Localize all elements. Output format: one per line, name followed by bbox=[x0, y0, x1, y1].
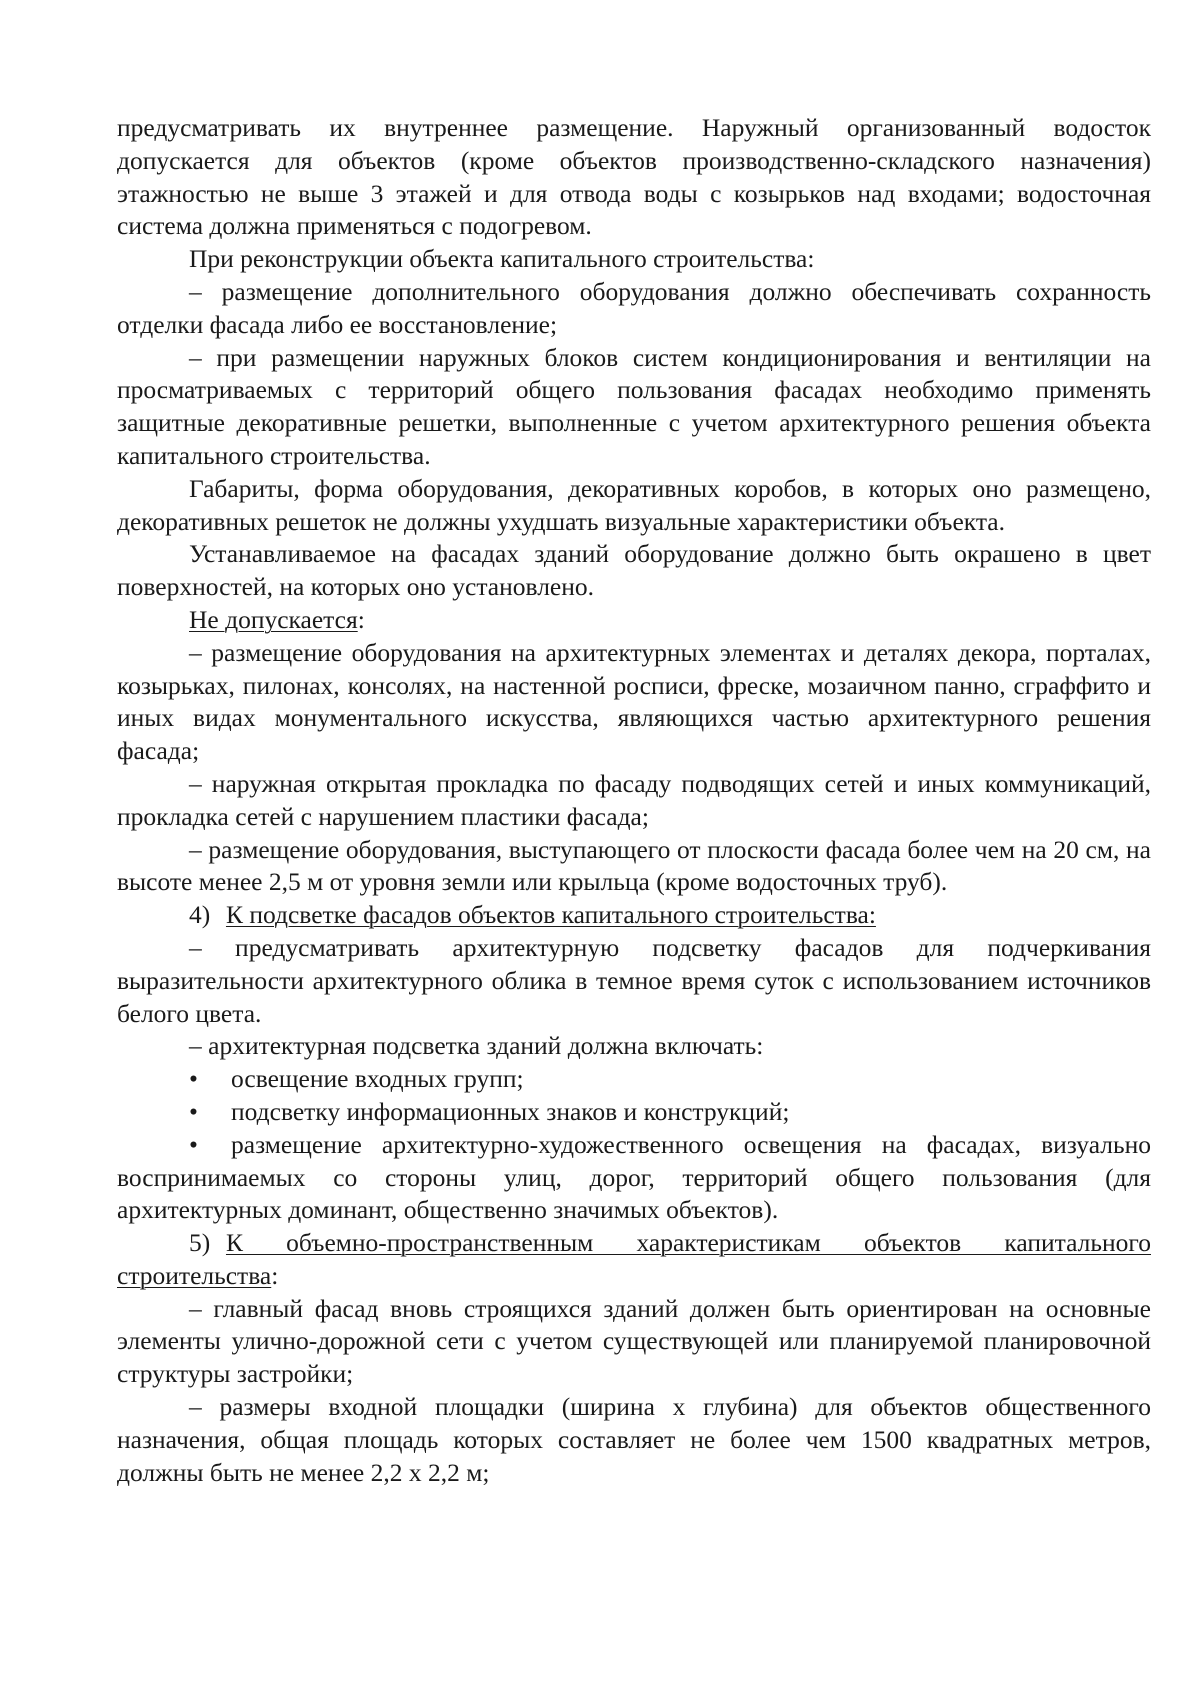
paragraph-decor-elements: – размещение оборудования на архитектурных элементах и деталях декора, порталах, козырьках, пилонах, консолях, на настенной росписи, фреске, мозаичном панно, сграффито и иных видах монументального искусства, являющихся частью архитектурного решения фасада; bbox=[117, 637, 1151, 766]
paragraph-main-facade: – главный фасад вновь строящихся зданий должен быть ориентирован на основные элементы улично-дорожной сети с учетом существующей или планируемой планировочной структуры застройки; bbox=[117, 1293, 1151, 1389]
paragraph-lighting-includes: – архитектурная подсветка зданий должна включать: bbox=[189, 1031, 764, 1061]
paragraph-ac-units: – при размещении наружных блоков систем кондиционирования и вентиляции на просматриваемых с территорий общего пользования фасадах необходимо применять защитные декоративные решетки, выполненные с учетом архитектурного решения объекта капитального строительства. bbox=[117, 342, 1151, 470]
not-allowed-label: Не допускается bbox=[189, 604, 358, 634]
bullet-icon: • bbox=[189, 1129, 198, 1159]
section-heading-volume bbox=[117, 1227, 1151, 1293]
section-title-lighting: К подсветке фасадов объектов капитального строительства: bbox=[225, 900, 876, 930]
section-title-colon: : bbox=[271, 1260, 279, 1290]
bullet-icon: • bbox=[189, 1096, 198, 1126]
paragraph-open-cabling: – наружная открытая прокладка по фасаду подводящих сетей и иных коммуникаций, прокладка сетей с нарушением пластики фасада; bbox=[117, 768, 1151, 831]
section-number-5: 5) bbox=[189, 1228, 211, 1258]
section-title-volume: К объемно-пространственным характеристикам объектов капитального строительства bbox=[117, 1228, 1151, 1290]
paragraph-reconstruction-heading: При реконструкции объекта капитального строительства: bbox=[189, 244, 815, 274]
paragraph-additional-equipment: – размещение дополнительного оборудования должно обеспечивать сохранность отделки фасада либо ее восстановление; bbox=[117, 276, 1151, 339]
list-item-sign-lighting bbox=[117, 1096, 1151, 1129]
paragraph-architectural-lighting: – предусматривать архитектурную подсветку фасадов для подчеркивания выразительности архитектурного облика в темное время суток с использованием источников белого цвета. bbox=[117, 932, 1151, 1028]
document-page bbox=[117, 112, 1151, 1489]
section-heading-lighting bbox=[117, 899, 1151, 932]
list-item-text: подсветку информационных знаков и конструкций; bbox=[231, 1096, 790, 1126]
list-item-text: размещение архитектурно-художественного освещения на фасадах, визуально воспринимаемых со стороны улиц, дорог, территорий общего пользования (для архитектурных доминант, общественно значимых объектов). bbox=[117, 1129, 1151, 1225]
not-allowed-colon: : bbox=[357, 604, 365, 634]
paragraph-entrance-area: – размеры входной площадки (ширина х глубина) для объектов общественного назначения, общая площадь которых составляет не более чем 1500 квадратных метров, должны быть не менее 2,2 х 2,2 м; bbox=[117, 1392, 1151, 1487]
paragraph-protruding-equipment: – размещение оборудования, выступающего от плоскости фасада более чем на 20 см, на высоте менее 2,5 м от уровня земли или крыльца (кроме водосточных труб). bbox=[117, 834, 1151, 897]
bullet-icon: • bbox=[189, 1064, 198, 1094]
list-item-entrance-lighting bbox=[117, 1063, 1151, 1096]
paragraph-dimensions: Габариты, форма оборудования, декоративных коробов, в которых оно размещено, декоративных решеток не должны ухудшать визуальные характеристики объекта. bbox=[117, 473, 1151, 536]
section-number-4: 4) bbox=[189, 900, 211, 930]
paragraph-drainage: предусматривать их внутреннее размещение. Наружный организованный водосток допускается для объектов (кроме объектов производственно-складского назначения) этажностью не выше 3 этажей и для отвода воды с козырьков над входами; водосточная система должна применяться с подогревом. bbox=[117, 113, 1151, 241]
paragraph-paint-color: Устанавливаемое на фасадах зданий оборудование должно быть окрашено в цвет поверхностей, на которых оно установлено. bbox=[117, 539, 1151, 602]
paragraph-not-allowed-heading bbox=[117, 604, 1151, 637]
list-item-facade-lighting bbox=[117, 1129, 1151, 1227]
list-item-text: освещение входных групп; bbox=[231, 1064, 524, 1094]
